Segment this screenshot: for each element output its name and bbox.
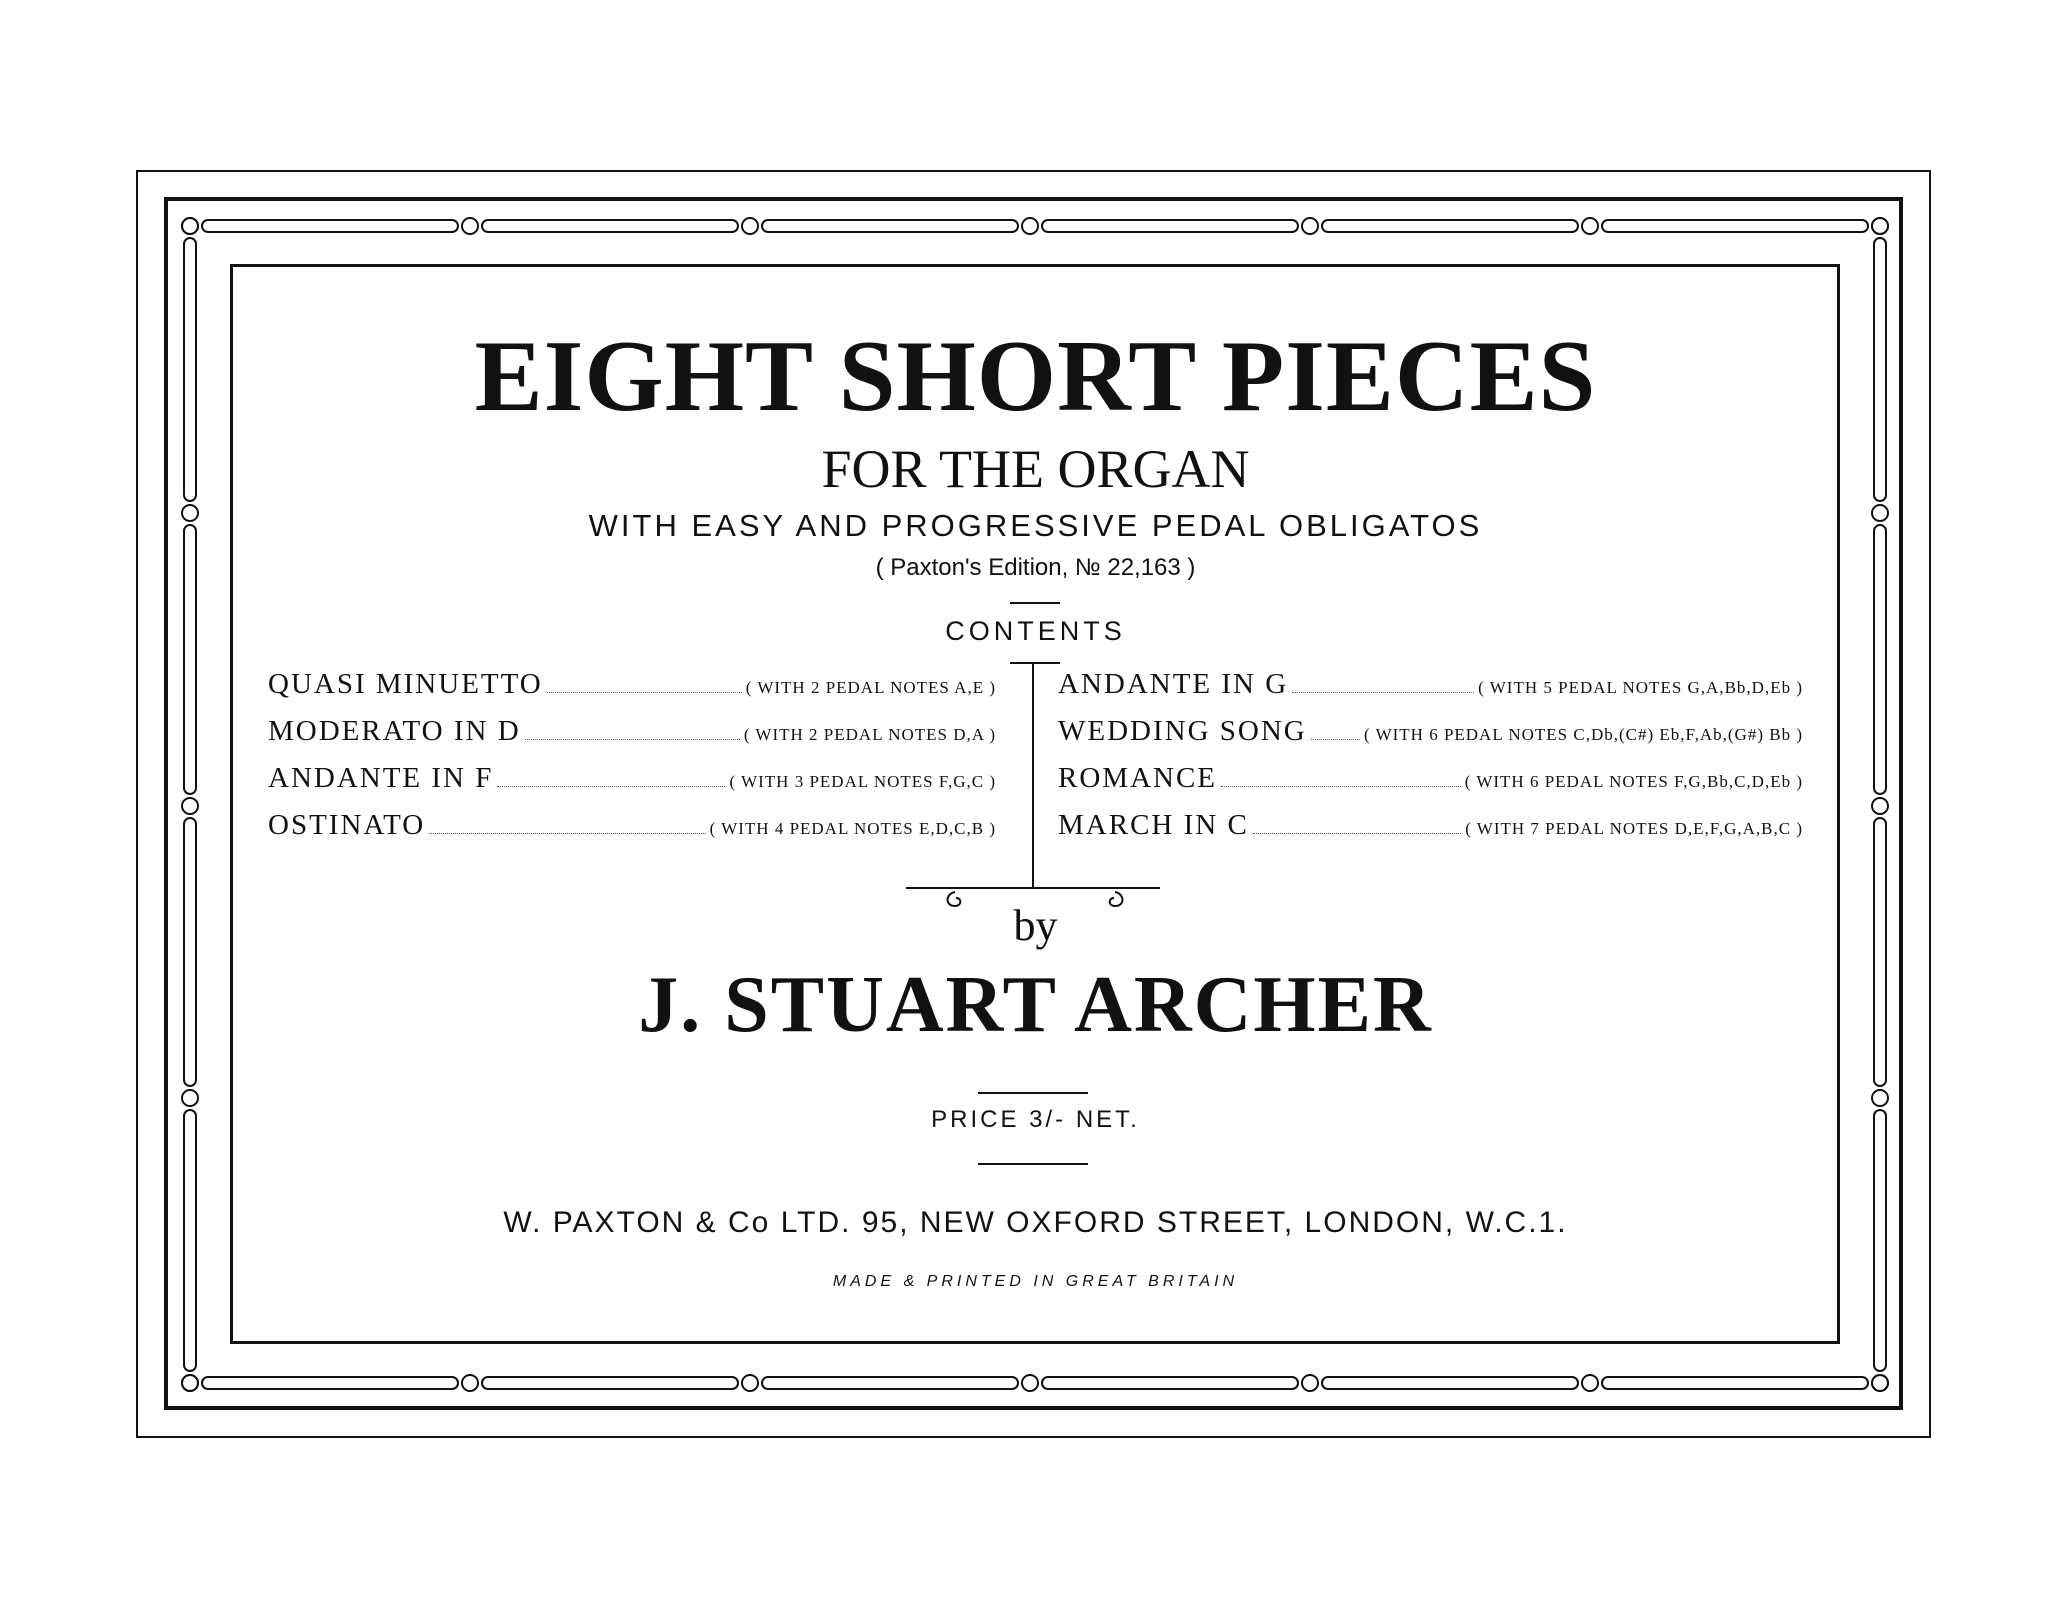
edition-number: ( Paxton's Edition, № 22,163 ) bbox=[875, 554, 1196, 581]
list-item bbox=[268, 809, 996, 849]
pedal-note: ( WITH 6 PEDAL NOTES C,Db,(C#) Eb,F,Ab,(G#) Bb ) bbox=[1363, 725, 1803, 744]
pedal-note: ( WITH 7 PEDAL NOTES D,E,F,G,A,B,C ) bbox=[1465, 819, 1803, 838]
leader-dots bbox=[1311, 717, 1360, 740]
list-item bbox=[1058, 762, 1803, 802]
composer-name: J. STUART ARCHER bbox=[638, 961, 1433, 1049]
divider bbox=[978, 1092, 1088, 1094]
piece-title: MODERATO IN D bbox=[268, 715, 521, 747]
page-subtitle-pedal: WITH EASY AND PROGRESSIVE PEDAL OBLIGATOS bbox=[588, 508, 1483, 543]
list-item bbox=[1058, 668, 1803, 708]
piece-title: MARCH IN C bbox=[1058, 809, 1249, 841]
leader-dots bbox=[429, 811, 705, 834]
divider bbox=[978, 1163, 1088, 1165]
page-subtitle: FOR THE ORGAN bbox=[821, 439, 1250, 499]
leader-dots bbox=[547, 670, 742, 693]
leader-dots bbox=[1292, 670, 1474, 693]
divider bbox=[1010, 662, 1060, 664]
piece-title: OSTINATO bbox=[268, 809, 426, 841]
list-item bbox=[268, 715, 996, 755]
list-item bbox=[1058, 715, 1803, 755]
leader-dots bbox=[525, 717, 740, 740]
printed-in-note: MADE & PRINTED IN GREAT BRITAIN bbox=[832, 1273, 1239, 1290]
pedal-note: ( WITH 4 PEDAL NOTES E,D,C,B ) bbox=[709, 819, 996, 838]
piece-title: QUASI MINUETTO bbox=[268, 668, 543, 700]
leader-dots bbox=[1221, 764, 1461, 787]
list-item bbox=[268, 762, 996, 802]
list-item bbox=[268, 668, 996, 708]
divider bbox=[1010, 602, 1060, 604]
pedal-note: ( WITH 6 PEDAL NOTES F,G,Bb,C,D,Eb ) bbox=[1464, 772, 1803, 791]
byline: by bbox=[1013, 901, 1058, 950]
leader-dots bbox=[497, 764, 725, 787]
publisher-address: W. PAXTON & Co LTD. 95, NEW OXFORD STREET, LONDON, W.C.1. bbox=[503, 1206, 1568, 1239]
list-item bbox=[1058, 809, 1803, 849]
piece-title: ROMANCE bbox=[1058, 762, 1218, 794]
price: PRICE 3/- NET. bbox=[931, 1106, 1140, 1133]
page-title: EIGHT SHORT PIECES bbox=[474, 320, 1597, 433]
piece-title: ANDANTE IN F bbox=[268, 762, 494, 794]
contents-heading: CONTENTS bbox=[945, 616, 1126, 646]
pedal-note: ( WITH 5 PEDAL NOTES G,A,Bb,D,Eb ) bbox=[1478, 678, 1803, 697]
piece-title: ANDANTE IN G bbox=[1058, 668, 1289, 700]
leader-dots bbox=[1253, 811, 1461, 834]
column-divider bbox=[1032, 662, 1034, 887]
pedal-note: ( WITH 2 PEDAL NOTES A,E ) bbox=[745, 678, 996, 697]
pedal-note: ( WITH 3 PEDAL NOTES F,G,C ) bbox=[729, 772, 996, 791]
piece-title: WEDDING SONG bbox=[1058, 715, 1307, 747]
pedal-note: ( WITH 2 PEDAL NOTES D,A ) bbox=[743, 725, 996, 744]
